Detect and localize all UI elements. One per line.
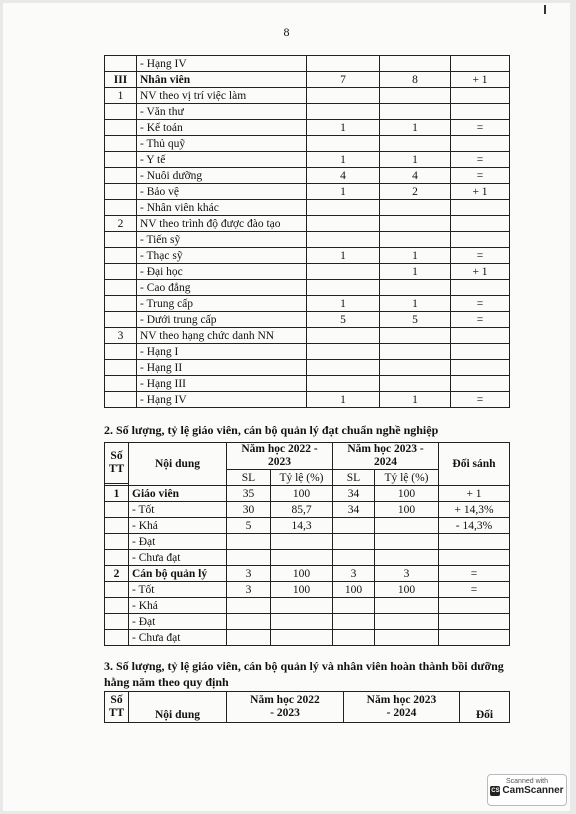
- row-number: [105, 264, 137, 280]
- row-value: [380, 360, 451, 376]
- row-label: - Văn thư: [137, 104, 307, 120]
- row-value: [333, 614, 375, 630]
- row-label: - Hạng III: [137, 376, 307, 392]
- row-value: [307, 104, 380, 120]
- row-label: - Nhân viên khác: [137, 200, 307, 216]
- row-number: [105, 168, 137, 184]
- row-value: [307, 376, 380, 392]
- table-row: [105, 312, 510, 328]
- row-value: 1: [380, 296, 451, 312]
- row-label: - Hạng II: [137, 360, 307, 376]
- row-value: [271, 630, 333, 646]
- row-value: [451, 104, 510, 120]
- row-number: [105, 184, 137, 200]
- watermark-top-text: Scanned with: [505, 778, 549, 785]
- row-value: 4: [380, 168, 451, 184]
- row-label: - Thủ quỹ: [137, 136, 307, 152]
- row-value: [375, 598, 439, 614]
- page-number: 8: [283, 25, 290, 39]
- header-year-1: Năm học 2022 - 2023: [227, 692, 344, 723]
- row-label: Giáo viên: [129, 486, 227, 502]
- row-value: [271, 614, 333, 630]
- row-value: [307, 264, 380, 280]
- row-value: =: [439, 566, 510, 582]
- row-label: - Tiến sỹ: [137, 232, 307, 248]
- row-value: [307, 136, 380, 152]
- row-value: 100: [271, 486, 333, 502]
- row-label: - Đạt: [129, 614, 227, 630]
- row-value: [451, 376, 510, 392]
- table-row: [105, 534, 510, 550]
- table-row: [105, 56, 510, 72]
- row-number: [105, 232, 137, 248]
- row-value: [307, 200, 380, 216]
- row-value: 85,7: [271, 502, 333, 518]
- row-value: [307, 328, 380, 344]
- header-sl-2: SL: [333, 470, 375, 486]
- row-value: [451, 328, 510, 344]
- training-table: [104, 691, 510, 723]
- table-row: [105, 614, 510, 630]
- row-value: =: [451, 296, 510, 312]
- row-value: [439, 630, 510, 646]
- header-content: Nội dung: [129, 692, 227, 723]
- row-value: [307, 88, 380, 104]
- row-value: [380, 136, 451, 152]
- table-row: [105, 582, 510, 598]
- standards-table: [104, 442, 510, 646]
- header-rate-2: Tỷ lệ (%): [375, 470, 439, 486]
- table-row: [105, 344, 510, 360]
- row-value: [271, 534, 333, 550]
- row-label: - Tốt: [129, 582, 227, 598]
- row-value: =: [451, 120, 510, 136]
- row-value: [380, 280, 451, 296]
- row-value: + 1: [451, 72, 510, 88]
- row-label: - Hạng IV: [137, 392, 307, 408]
- row-value: [380, 200, 451, 216]
- row-number: [105, 518, 129, 534]
- row-value: [227, 598, 271, 614]
- row-value: [271, 598, 333, 614]
- row-label: - Kế toán: [137, 120, 307, 136]
- table-row: [105, 136, 510, 152]
- watermark-brand-text: CamScanner: [502, 785, 564, 796]
- row-label: NV theo vị trí việc làm: [137, 88, 307, 104]
- table-row: [105, 104, 510, 120]
- row-value: [375, 550, 439, 566]
- table-row: [105, 264, 510, 280]
- row-value: 3: [375, 566, 439, 582]
- row-label: - Chưa đạt: [129, 550, 227, 566]
- row-number: [105, 534, 129, 550]
- table-row: [105, 360, 510, 376]
- row-value: 1: [380, 152, 451, 168]
- row-value: 34: [333, 486, 375, 502]
- row-label: - Y tế: [137, 152, 307, 168]
- row-value: 1: [307, 392, 380, 408]
- row-number: [105, 200, 137, 216]
- row-number: III: [105, 72, 137, 88]
- row-label: - Chưa đạt: [129, 630, 227, 646]
- row-value: [227, 534, 271, 550]
- row-value: [380, 56, 451, 72]
- row-label: - Dưới trung cấp: [137, 312, 307, 328]
- row-number: [105, 376, 137, 392]
- scan-mark: [544, 5, 546, 14]
- row-value: 1: [380, 248, 451, 264]
- row-number: [105, 104, 137, 120]
- header-year-2: Năm học 2023 - 2024: [344, 692, 460, 723]
- row-value: [451, 280, 510, 296]
- row-value: 1: [380, 120, 451, 136]
- row-number: [105, 280, 137, 296]
- row-label: - Khá: [129, 598, 227, 614]
- row-value: 3: [333, 566, 375, 582]
- header-rate-1: Tỷ lệ (%): [271, 470, 333, 486]
- staff-table: [104, 55, 510, 408]
- row-value: 100: [375, 502, 439, 518]
- row-number: [105, 550, 129, 566]
- row-number: 1: [105, 88, 137, 104]
- row-number: [105, 392, 137, 408]
- table-row: [105, 376, 510, 392]
- header-stt: Số TT: [105, 443, 129, 484]
- row-value: 3: [227, 582, 271, 598]
- row-value: [451, 216, 510, 232]
- row-value: 7: [307, 72, 380, 88]
- header-year-1: Năm học 2022 - 2023: [227, 443, 333, 470]
- row-label: - Hạng I: [137, 344, 307, 360]
- row-value: 1: [307, 296, 380, 312]
- row-value: [451, 232, 510, 248]
- table-row: [105, 168, 510, 184]
- row-value: 1: [307, 152, 380, 168]
- row-value: [380, 216, 451, 232]
- row-value: [307, 280, 380, 296]
- row-number: [105, 296, 137, 312]
- row-number: [105, 502, 129, 518]
- row-value: 1: [380, 392, 451, 408]
- row-value: [333, 518, 375, 534]
- row-value: [439, 598, 510, 614]
- row-number: [105, 56, 137, 72]
- row-value: [451, 136, 510, 152]
- row-value: [451, 344, 510, 360]
- row-value: [380, 376, 451, 392]
- table-row: [105, 280, 510, 296]
- row-value: [227, 550, 271, 566]
- row-label: - Bảo vệ: [137, 184, 307, 200]
- row-value: [439, 550, 510, 566]
- row-value: [307, 216, 380, 232]
- row-value: [333, 550, 375, 566]
- row-value: =: [451, 168, 510, 184]
- row-value: 14,3: [271, 518, 333, 534]
- row-value: 35: [227, 486, 271, 502]
- row-number: [105, 248, 137, 264]
- row-number: 2: [105, 566, 129, 582]
- row-value: =: [451, 392, 510, 408]
- row-value: [451, 200, 510, 216]
- row-value: [333, 630, 375, 646]
- table-row: [105, 216, 510, 232]
- row-number: [105, 344, 137, 360]
- table-row: [105, 486, 510, 502]
- row-value: [307, 56, 380, 72]
- row-value: [451, 88, 510, 104]
- row-value: [375, 518, 439, 534]
- table-row: [105, 152, 510, 168]
- row-label: - Đại học: [137, 264, 307, 280]
- row-value: 1: [307, 120, 380, 136]
- row-value: + 14,3%: [439, 502, 510, 518]
- row-value: [380, 104, 451, 120]
- row-value: [380, 232, 451, 248]
- row-value: =: [451, 312, 510, 328]
- row-label: - Trung cấp: [137, 296, 307, 312]
- row-value: 100: [271, 566, 333, 582]
- table-row: [105, 630, 510, 646]
- row-label: - Khá: [129, 518, 227, 534]
- table-row: [105, 120, 510, 136]
- row-value: =: [451, 248, 510, 264]
- header-compare: Đối sánh: [439, 443, 510, 486]
- document-page: [3, 3, 570, 811]
- table-row: [105, 184, 510, 200]
- row-value: [333, 534, 375, 550]
- row-number: [105, 630, 129, 646]
- row-value: [375, 534, 439, 550]
- row-label: - Hạng IV: [137, 56, 307, 72]
- row-value: [271, 550, 333, 566]
- row-number: 2: [105, 216, 137, 232]
- row-label: - Cao đẳng: [137, 280, 307, 296]
- table-row: [105, 502, 510, 518]
- row-value: - 14,3%: [439, 518, 510, 534]
- row-value: + 1: [451, 184, 510, 200]
- row-label: NV theo trình độ được đào tạo: [137, 216, 307, 232]
- row-value: [227, 614, 271, 630]
- row-value: 5: [227, 518, 271, 534]
- row-value: 100: [375, 486, 439, 502]
- row-value: 5: [307, 312, 380, 328]
- row-number: [105, 598, 129, 614]
- header-sl-1: SL: [227, 470, 271, 486]
- row-label: Nhân viên: [137, 72, 307, 88]
- row-number: [105, 152, 137, 168]
- row-number: [105, 312, 137, 328]
- row-value: [380, 328, 451, 344]
- table-row: [105, 598, 510, 614]
- table-row: [105, 72, 510, 88]
- header-compare: Đối: [460, 692, 510, 723]
- row-value: [439, 614, 510, 630]
- row-value: =: [439, 582, 510, 598]
- row-value: [375, 630, 439, 646]
- camscanner-watermark: [487, 774, 567, 806]
- row-label: - Đạt: [129, 534, 227, 550]
- row-value: [439, 534, 510, 550]
- section-3-title: 3. Số lượng, tỷ lệ giáo viên, cán bộ quản lý và nhân viên hoàn thành bồi dưỡng hằng năm theo quy định: [104, 659, 504, 689]
- row-value: + 1: [451, 264, 510, 280]
- row-number: 3: [105, 328, 137, 344]
- row-number: [105, 136, 137, 152]
- table-row: [105, 296, 510, 312]
- table-row: [105, 328, 510, 344]
- row-value: [307, 232, 380, 248]
- row-number: [105, 614, 129, 630]
- row-label: - Nuôi dưỡng: [137, 168, 307, 184]
- table-row: [105, 566, 510, 582]
- header-year-2: Năm học 2023 - 2024: [333, 443, 439, 470]
- row-number: [105, 582, 129, 598]
- row-value: [451, 360, 510, 376]
- row-value: [375, 614, 439, 630]
- row-value: [227, 630, 271, 646]
- table-row: [105, 248, 510, 264]
- table-row: [105, 550, 510, 566]
- row-label: - Thạc sỹ: [137, 248, 307, 264]
- row-value: 100: [271, 582, 333, 598]
- row-value: [380, 344, 451, 360]
- row-label: Cán bộ quản lý: [129, 566, 227, 582]
- row-value: 2: [380, 184, 451, 200]
- row-value: 8: [380, 72, 451, 88]
- camscanner-logo-icon: CS: [491, 787, 500, 794]
- row-value: 3: [227, 566, 271, 582]
- row-value: 30: [227, 502, 271, 518]
- table-row: [105, 518, 510, 534]
- row-value: 100: [375, 582, 439, 598]
- row-value: =: [451, 152, 510, 168]
- row-value: [451, 56, 510, 72]
- row-value: 5: [380, 312, 451, 328]
- header-stt: Số TT: [105, 692, 129, 723]
- row-value: 1: [380, 264, 451, 280]
- row-number: [105, 360, 137, 376]
- row-value: [307, 360, 380, 376]
- table-row: [105, 200, 510, 216]
- row-number: 1: [105, 486, 129, 502]
- row-label: - Tốt: [129, 502, 227, 518]
- row-value: [307, 344, 380, 360]
- row-value: [333, 598, 375, 614]
- row-value: + 1: [439, 486, 510, 502]
- row-number: [105, 120, 137, 136]
- table-row: [105, 88, 510, 104]
- row-value: 34: [333, 502, 375, 518]
- row-label: NV theo hạng chức danh NN: [137, 328, 307, 344]
- row-value: 4: [307, 168, 380, 184]
- header-content: Nội dung: [129, 443, 227, 486]
- row-value: 100: [333, 582, 375, 598]
- table-row: [105, 392, 510, 408]
- row-value: 1: [307, 248, 380, 264]
- row-value: [380, 88, 451, 104]
- row-value: 1: [307, 184, 380, 200]
- table-row: [105, 232, 510, 248]
- section-2-title: 2. Số lượng, tỷ lệ giáo viên, cán bộ quản lý đạt chuẩn nghề nghiệp: [104, 423, 439, 437]
